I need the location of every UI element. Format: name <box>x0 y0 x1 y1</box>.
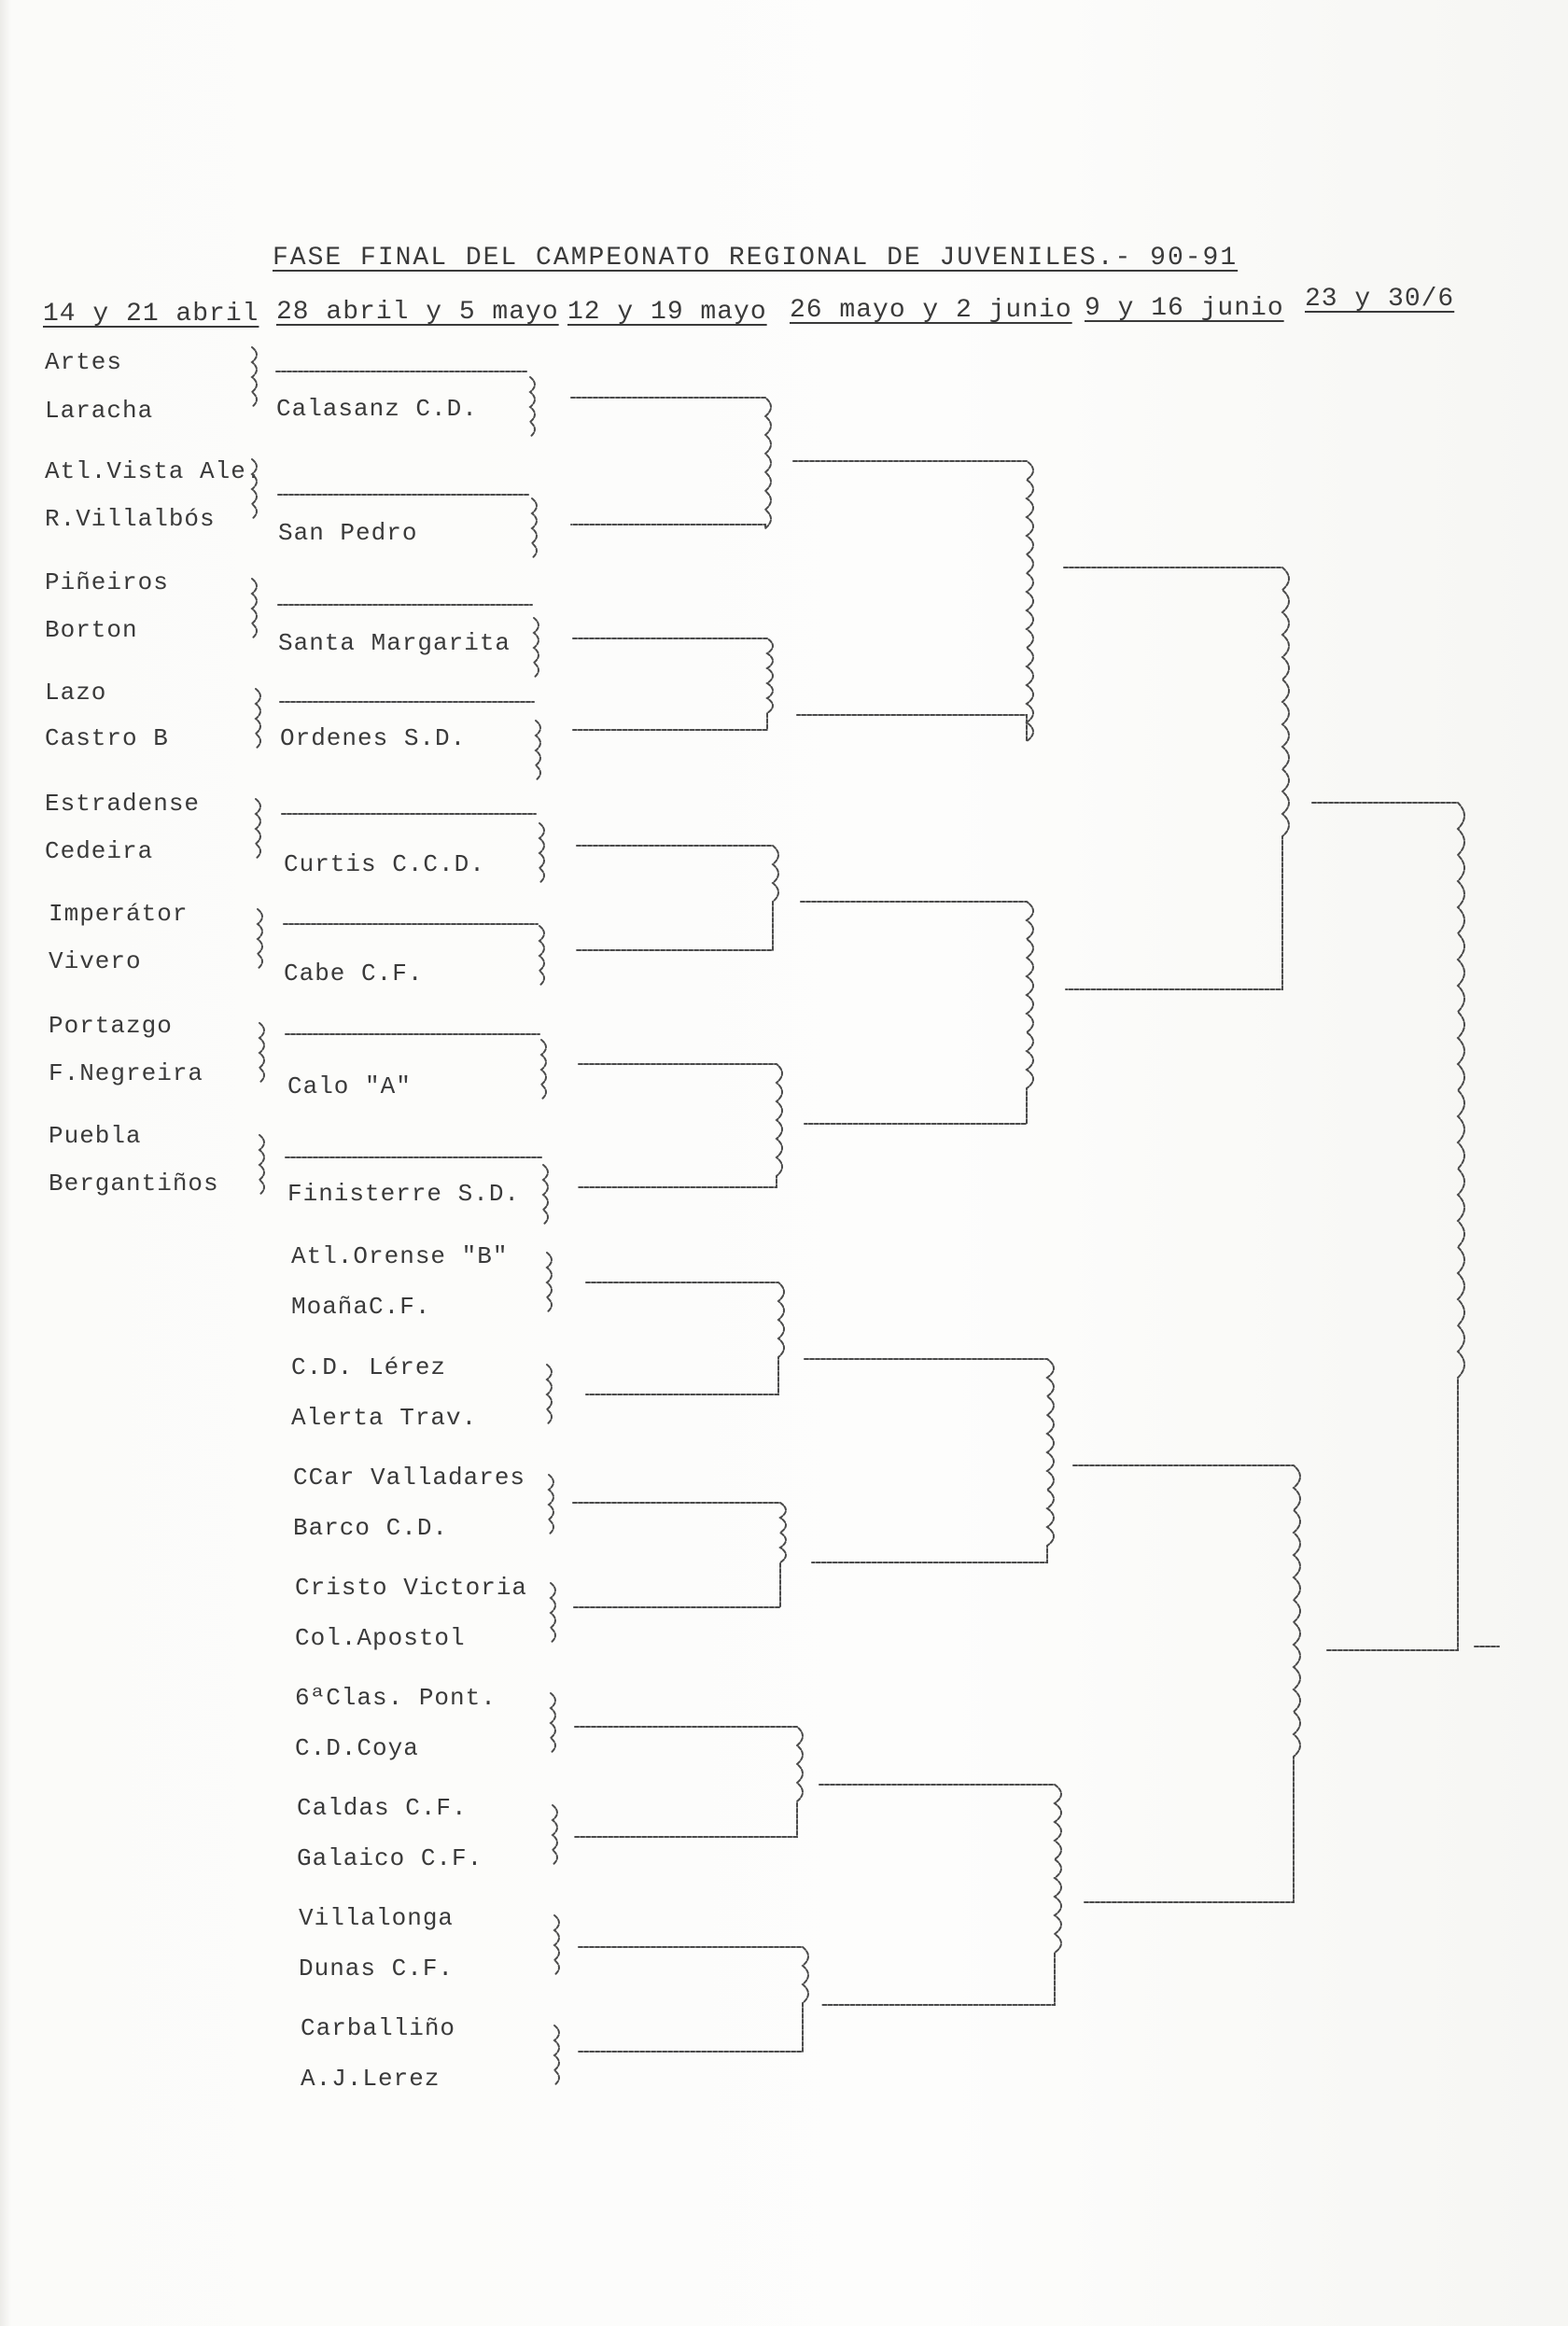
team-label: Col.Apostol <box>295 1624 466 1652</box>
round-date-6: 23 y 30/6 <box>1305 285 1455 314</box>
team-label: CCar Valladares <box>293 1464 526 1492</box>
team-label: San Pedro <box>278 519 418 547</box>
team-label: Piñeiros <box>45 568 169 596</box>
team-label: Vivero <box>49 947 142 975</box>
team-label: Atl.Vista Ale. <box>45 457 262 485</box>
round4-brackets <box>793 461 1061 2005</box>
team-label: Bergantiños <box>49 1170 219 1198</box>
team-label: Villalonga <box>299 1904 455 1932</box>
team-label: Ordenes S.D. <box>280 724 467 752</box>
round1-brackets <box>252 347 264 1195</box>
team-label: Galaico C.F. <box>297 1844 483 1872</box>
team-label: Castro B <box>45 724 169 752</box>
team-label: Cristo Victoria <box>295 1574 528 1602</box>
team-label: Atl.Orense "B" <box>291 1242 509 1270</box>
team-label: Cabe C.F. <box>284 960 424 988</box>
team-label: Portazgo <box>49 1012 173 1040</box>
team-label: MoañaC.F. <box>291 1293 431 1321</box>
round1-winner-lines <box>276 371 541 1157</box>
round-date-3: 12 y 19 mayo <box>567 298 767 327</box>
round-date-2: 28 abril y 5 mayo <box>276 298 559 327</box>
team-label: Borton <box>45 616 138 644</box>
round3-brackets <box>571 398 808 2052</box>
round2-brackets <box>530 377 559 2085</box>
team-label: Carballiño <box>301 2014 456 2042</box>
team-label: C.D.Coya <box>295 1734 419 1762</box>
team-label: C.D. Lérez <box>291 1353 447 1381</box>
team-label: Barco C.D. <box>293 1514 449 1542</box>
team-label: R.Villalbós <box>45 505 216 533</box>
team-label: 6ªClas. Pont. <box>295 1684 497 1712</box>
round5-brackets <box>1064 567 1300 1902</box>
team-label: Finisterre S.D. <box>287 1180 521 1208</box>
team-label: Imperátor <box>49 900 189 928</box>
team-label: Caldas C.F. <box>297 1794 468 1822</box>
round-date-5: 9 y 16 junio <box>1085 294 1284 323</box>
round-date-4: 26 mayo y 2 junio <box>790 296 1072 325</box>
team-label: Artes <box>45 348 123 376</box>
team-label: Santa Margarita <box>278 629 511 657</box>
team-label: Dunas C.F. <box>299 1955 455 1983</box>
team-label: Alerta Trav. <box>291 1404 478 1432</box>
round-date-1: 14 y 21 abril <box>43 300 259 329</box>
document-title: FASE FINAL DEL CAMPEONATO REGIONAL DE JUVENILES.- 90-91 <box>273 244 1239 273</box>
team-label: Curtis C.C.D. <box>284 850 485 878</box>
team-label: Cedeira <box>45 837 154 865</box>
team-label: Calasanz C.D. <box>276 395 478 423</box>
team-label: Puebla <box>49 1122 142 1150</box>
team-label: A.J.Lerez <box>301 2065 441 2093</box>
team-label: Laracha <box>45 397 154 425</box>
team-label: Calo "A" <box>287 1072 412 1100</box>
team-label: Estradense <box>45 790 201 818</box>
final-bracket <box>1312 803 1499 1650</box>
team-label: F.Negreira <box>49 1059 204 1087</box>
team-label: Lazo <box>45 679 107 707</box>
